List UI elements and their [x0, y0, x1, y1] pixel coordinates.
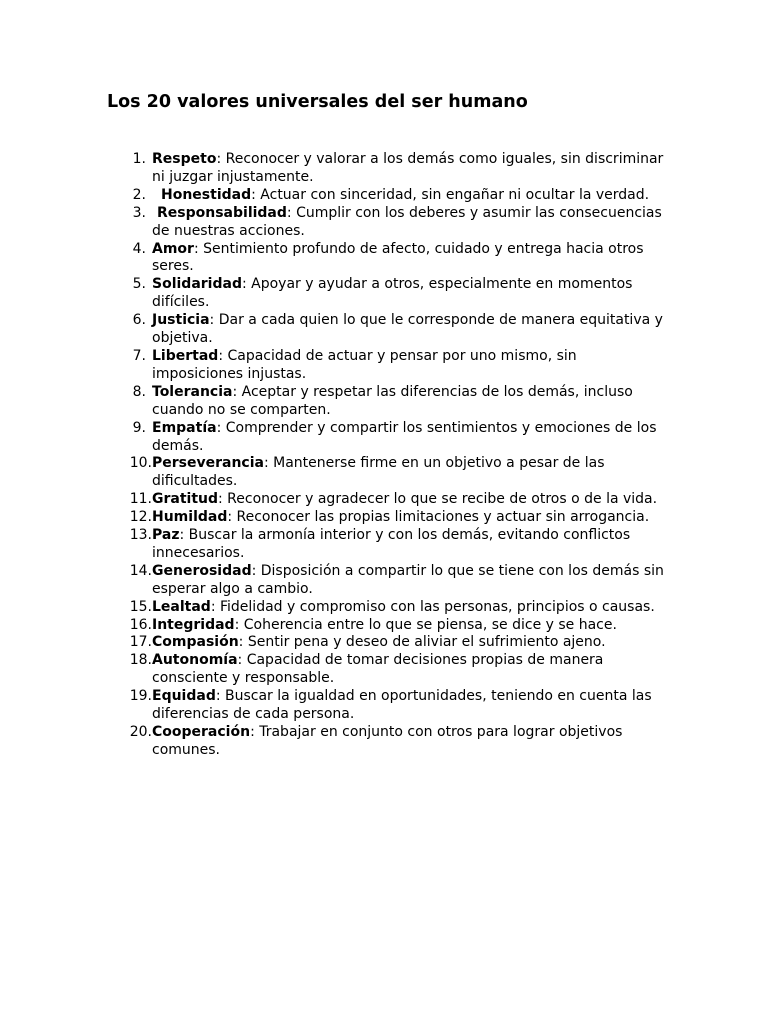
- list-item-integridad: [106, 617, 666, 635]
- list-item-gratitud: [106, 491, 666, 509]
- item-number: 19.: [129, 688, 152, 705]
- item-term: Cooperación: [152, 724, 251, 740]
- list-item-solidaridad: [106, 276, 666, 312]
- item-term: Gratitud: [152, 491, 219, 508]
- item-definition: : Aceptar y respetar las diferencias de los demás, incluso cuando no se comparten.: [152, 383, 633, 418]
- item-body: [152, 509, 666, 527]
- item-body: [152, 688, 666, 724]
- item-term: Compasión: [152, 634, 239, 651]
- list-item-equidad: [106, 688, 666, 724]
- item-term: Respeto: [152, 151, 217, 167]
- item-definition: : Cumplir con los deberes y asumir las consecuencias de nuestras acciones.: [152, 204, 662, 239]
- item-term: Libertad: [152, 347, 219, 364]
- item-definition: : Reconocer y agradecer lo que se recibe de otros o de la vida.: [218, 491, 658, 508]
- item-body: [152, 527, 666, 563]
- item-number: 20.: [129, 724, 152, 740]
- item-body: [152, 599, 666, 617]
- item-definition: : Mantenerse firme en un objetivo a pesar de las dificultades.: [152, 455, 605, 490]
- item-definition: : Apoyar y ayudar a otros, especialmente en momentos difíciles.: [152, 276, 633, 311]
- item-number: 2.: [132, 186, 146, 203]
- item-definition: : Trabajar en conjunto con otros para lograr objetivos comunes.: [152, 724, 623, 758]
- item-body: [152, 420, 666, 456]
- item-number: 3.: [132, 204, 146, 221]
- item-body: [152, 276, 666, 312]
- item-definition: : Capacidad de actuar y pensar por uno mismo, sin imposiciones injustas.: [152, 347, 577, 382]
- item-term: Honestidad: [161, 186, 252, 203]
- item-term: Empatía: [152, 419, 217, 436]
- item-definition: : Capacidad de tomar decisiones propias de manera consciente y responsable.: [152, 652, 604, 687]
- item-number: 12.: [129, 509, 152, 526]
- item-body: [152, 455, 666, 491]
- item-definition: : Buscar la igualdad en oportunidades, teniendo en cuenta las diferencias de cada persona.: [152, 688, 652, 723]
- list-item-autonomia: [106, 652, 666, 688]
- document-title: Los 20 valores universales del ser humano: [107, 92, 528, 112]
- item-number: 5.: [132, 276, 146, 293]
- item-body: [152, 151, 666, 187]
- item-term: Responsabilidad: [157, 204, 287, 221]
- item-number: 8.: [132, 383, 146, 400]
- item-definition: : Dar a cada quien lo que le corresponde de manera equitativa y objetiva.: [152, 312, 663, 347]
- list-item-tolerancia: [106, 384, 666, 420]
- item-body: [152, 205, 666, 241]
- item-body: [152, 187, 666, 205]
- item-body: [152, 563, 666, 599]
- list-item-respeto: [106, 151, 666, 187]
- item-body: [152, 312, 666, 348]
- item-number: 9.: [132, 419, 146, 436]
- list-item-cooperacion: [106, 724, 666, 760]
- item-number: 10.: [129, 455, 152, 472]
- list-item-justicia: [106, 312, 666, 348]
- item-definition: : Sentir pena y deseo de aliviar el sufrimiento ajeno.: [238, 634, 606, 651]
- list-item-generosidad: [106, 563, 666, 599]
- item-term: Paz: [152, 527, 180, 544]
- item-term: Humildad: [152, 509, 228, 526]
- item-definition: : Reconocer y valorar a los demás como iguales, sin discriminar ni juzgar injustamente.: [152, 151, 664, 185]
- item-number: 11.: [129, 491, 152, 508]
- item-definition: : Fidelidad y compromiso con las personas, principios o causas.: [210, 598, 655, 615]
- item-term: Perseverancia: [152, 455, 264, 472]
- item-body: [152, 348, 666, 384]
- item-number: 13.: [129, 527, 152, 544]
- list-item-amor: [106, 241, 666, 277]
- list-item-empatia: [106, 420, 666, 456]
- item-term: Generosidad: [152, 562, 252, 579]
- item-number: 1.: [132, 151, 146, 167]
- item-term: Solidaridad: [152, 276, 242, 293]
- item-body: [152, 491, 666, 509]
- list-item-honestidad: [106, 187, 666, 205]
- list-item-lealtad: [106, 599, 666, 617]
- item-number: 4.: [132, 240, 146, 257]
- list-item-libertad: [106, 348, 666, 384]
- item-number: 6.: [132, 312, 146, 329]
- list-item-humildad: [106, 509, 666, 527]
- list-item-compasion: [106, 634, 666, 652]
- item-body: [152, 384, 666, 420]
- item-term: Justicia: [152, 312, 210, 329]
- item-term: Integridad: [152, 616, 235, 633]
- item-body: [152, 617, 666, 635]
- item-number: 17.: [129, 634, 152, 651]
- list-item-paz: [106, 527, 666, 563]
- item-body: [152, 652, 666, 688]
- item-definition: : Disposición a compartir lo que se tiene con los demás sin esperar algo a cambio.: [152, 562, 664, 597]
- item-body: [152, 241, 666, 277]
- values-list: [106, 151, 666, 760]
- item-number: 15.: [129, 598, 152, 615]
- item-term: Lealtad: [152, 598, 211, 615]
- list-item-perseverancia: [106, 455, 666, 491]
- item-number: 18.: [129, 652, 152, 669]
- item-definition: : Actuar con sinceridad, sin engañar ni ocultar la verdad.: [251, 186, 650, 203]
- item-term: Equidad: [152, 688, 216, 705]
- item-term: Amor: [152, 240, 194, 257]
- item-definition: : Sentimiento profundo de afecto, cuidado y entrega hacia otros seres.: [152, 240, 644, 275]
- item-term: Tolerancia: [152, 383, 233, 400]
- item-definition: : Comprender y compartir los sentimientos y emociones de los demás.: [152, 419, 657, 454]
- item-definition: : Coherencia entre lo que se piensa, se dice y se hace.: [234, 616, 617, 633]
- list-item-responsabilidad: [106, 205, 666, 241]
- item-definition: : Reconocer las propias limitaciones y actuar sin arrogancia.: [227, 509, 650, 526]
- item-body: [152, 724, 666, 760]
- item-number: 16.: [129, 616, 152, 633]
- item-number: 14.: [129, 562, 152, 579]
- item-body: [152, 634, 666, 652]
- item-definition: : Buscar la armonía interior y con los demás, evitando conflictos innecesarios.: [152, 527, 631, 561]
- item-number: 7.: [132, 347, 146, 364]
- item-term: Autonomía: [152, 652, 238, 669]
